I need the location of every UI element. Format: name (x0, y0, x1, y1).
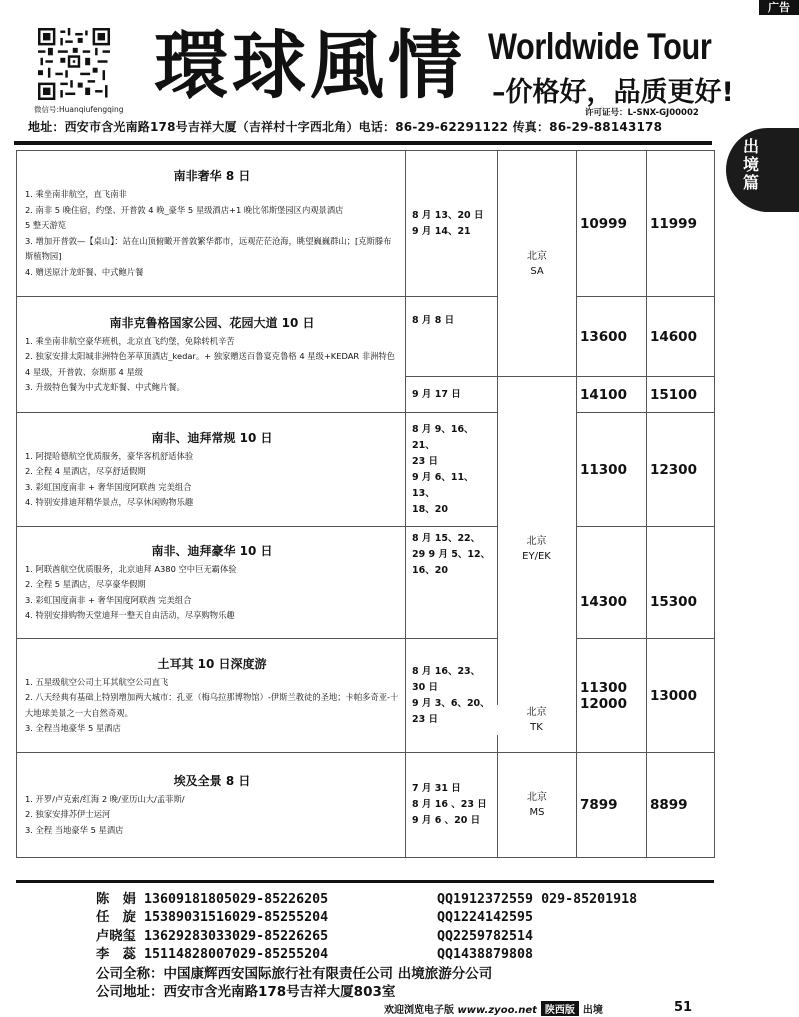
section-tab-label: 出境篇 (742, 137, 759, 192)
tour-line: 3. 彩虹国度南非 + 奢华国度阿联酋 完美组合 (25, 481, 192, 492)
contact-name: 卢晓玺 (96, 928, 136, 944)
date-line: 8 月 8 日 (412, 315, 455, 326)
tour-line: 3. 全程 当地豪华 5 星酒店 (25, 824, 124, 835)
departure-cell (498, 377, 577, 753)
date-line: 9 月 3、6、20、 (412, 697, 490, 709)
date-line: 23 日 (412, 713, 439, 725)
date-line: 29 9 月 5、12、 (412, 549, 491, 560)
brand-title: 環球風情 (154, 23, 466, 109)
header (30, 22, 750, 120)
tour-line: 5 整天游览 (25, 220, 67, 230)
tour-line: 1. 五星级航空公司土耳其航空公司直飞 (25, 676, 169, 687)
contact-qq: QQ1438879808 (437, 947, 534, 963)
section-tab (726, 128, 799, 212)
price-alt: 11999 (647, 151, 715, 297)
price-adult (577, 639, 647, 753)
date-line: 9 月 14、21 (412, 225, 471, 237)
divider (16, 880, 714, 883)
price-adult: 14300 (577, 527, 647, 639)
price-alt: 12300 (647, 413, 715, 527)
departure-city: 北京 (526, 536, 547, 547)
footer-prefix: 欢迎浏览电子版 (384, 1005, 454, 1016)
tour-name: 埃及全景 8 日 (173, 773, 251, 788)
price-alt: 13000 (647, 639, 715, 753)
contact-qq: QQ1912372559 029-85201918 (437, 892, 638, 907)
address-bar: 地址：西安市含光南路178号吉祥大厦（吉祥村十字西北角）电话：86-29-62291122 传真：86-29-88143178 (28, 120, 663, 134)
tour-line: 2. 全程 5 星酒店，尽享豪华假期 (25, 579, 146, 589)
table-row (17, 639, 715, 753)
tour-line: 4. 赠送原汁龙虾餐、中式鲍片餐 (25, 266, 144, 277)
date-line: 8 月 9、16、21、 (412, 423, 474, 451)
departure-city: 北京 (527, 250, 547, 262)
contact-phone: 13629283033029-85226265 (144, 928, 329, 944)
price-alt: 15300 (647, 527, 715, 639)
footer-site-link[interactable]: www.zyoo.net (457, 1005, 537, 1016)
date-line: 9 月 6、11、13、 (412, 471, 474, 499)
company-name: 公司全称：中国康辉西安国际旅行社有限责任公司 出境旅游分公司 (96, 965, 493, 982)
wechat-caption: 微信号:Huanqiufengqing (34, 105, 124, 114)
contact-row (96, 928, 637, 946)
tour-name: 南非、迪拜常规 10 日 (151, 430, 273, 445)
date-line: 8 月 16、23、 (412, 665, 481, 677)
tour-line: 2. 八天经典有基础上特别增加两大城市：孔亚（梅乌拉那博物馆）-伊斯兰教徒的圣地；卡帕多奇亚-十大地球美景之一大自然奇观。 (25, 692, 399, 718)
tour-line: 4. 特别安排迪拜精华景点，尽享休闲购物乐趣 (25, 497, 194, 507)
company-address: 公司地址：西安市含光南路178号吉祥大厦803室 (96, 983, 396, 1000)
departure-city: 北京 (527, 792, 547, 803)
airline-code: MS (529, 807, 545, 818)
contact-list (96, 891, 637, 1001)
ad-tag: 广告 (759, 0, 799, 15)
tour-line: 1. 阿提哈德航空优质服务，豪华客机舒适体验 (25, 450, 194, 461)
tour-line: 1. 阿联酋航空优质服务，北京迪拜 A380 空中巨无霸体验 (25, 563, 237, 574)
page-number: 51 (674, 1000, 693, 1015)
tour-name: 土耳其 10 日深度游 (157, 656, 267, 671)
tour-table (16, 150, 715, 858)
tour-dates (406, 527, 498, 639)
license-number: 许可证号：L-SNX-GJ00002 (585, 108, 699, 118)
date-line: 23 日 (412, 455, 439, 467)
airline-code: TK (530, 722, 543, 733)
divider (14, 141, 712, 145)
departure-overlay (497, 705, 576, 735)
tour-description (17, 753, 406, 858)
contact-phone: 13609181805029-85226205 (144, 892, 329, 907)
tour-description (17, 413, 406, 527)
tour-description (17, 151, 406, 297)
tour-description (17, 297, 406, 413)
tour-line: 4. 特别安排购物天堂迪拜一整天自由活动，尽享购物乐趣 (25, 610, 235, 620)
airline-code: EY/EK (522, 551, 551, 562)
table-row (17, 297, 715, 377)
date-line: 30 日 (412, 681, 439, 693)
footer (384, 1001, 603, 1017)
edition-badge: 陕西版 (541, 1001, 579, 1016)
tour-line: 2. 南非 5 晚住宿，约堡、开普敦 4 晚_豪华 5 星级酒店+1 晚比邻斯堡园区内观景酒店 (25, 204, 344, 215)
price-adult: 13600 (577, 297, 647, 377)
date-line: 8 月 15、22、 (412, 533, 481, 544)
contact-phone: 15114828007029-85255204 (144, 947, 329, 963)
tour-line: 1. 乘坐南非航空，直飞南非 (25, 189, 127, 199)
tour-line: 2. 独家安排太阳城非洲特色茅草顶酒店_kedar。+ 独家赠送百鲁宴克鲁格 4 星级+KEDAR 非洲特色 4 星级，开普敦、奈斯那 4 星级 (25, 351, 395, 377)
table-row (17, 527, 715, 639)
date-line: 9 月 6 、20 日 (412, 815, 481, 826)
tour-name: 南非奢华 8 日 (173, 169, 251, 183)
price-adult: 11300 (577, 413, 647, 527)
departure-cell (498, 753, 577, 858)
slogan: –价格好，品质更好! (492, 77, 734, 108)
date-line: 18、20 (412, 503, 448, 515)
tour-line: 3. 全程当地豪华 5 星酒店 (25, 723, 121, 733)
contact-name: 李 蕊 (96, 947, 136, 963)
price-value: 12000 (580, 695, 627, 712)
tour-line: 1. 乘坐南非航空豪华班机，北京直飞约堡，免除转机辛苦 (25, 335, 235, 346)
date-line: 8 月 13、20 日 (412, 209, 484, 221)
price-alt: 8899 (647, 753, 715, 858)
contact-qq: QQ2259782514 (437, 928, 534, 944)
departure-city: 北京 (526, 707, 547, 718)
tour-dates (406, 413, 498, 527)
contact-name: 陈 娟 (96, 892, 136, 907)
tour-line: 1. 开罗/卢克索/红海 2 晚/亚历山大/孟菲斯/ (25, 793, 185, 804)
date-line: 9 月 17 日 (412, 388, 461, 400)
price-adult: 14100 (577, 377, 647, 413)
brand-title-en: Worldwide Tour (488, 26, 712, 67)
table-row (17, 753, 715, 858)
qr-code-icon (38, 28, 110, 100)
price-alt: 15100 (647, 377, 715, 413)
contact-row (96, 946, 637, 964)
contact-name: 任 旋 (96, 910, 136, 926)
tour-name: 南非、迪拜豪华 10 日 (151, 543, 273, 558)
footer-section: 出境 (582, 1005, 603, 1016)
contact-row (96, 891, 637, 909)
tour-dates (406, 151, 498, 297)
tour-line: 2. 全程 4 星酒店，尽享舒适假期 (25, 466, 146, 476)
tour-description (17, 639, 406, 753)
price-alt: 14600 (647, 297, 715, 377)
tour-line: 3. 增加开普敦—【桌山】：站在山顶俯瞰开普敦繁华都市，远观茫茫沧海，眺望巍巍群山；[克斯滕布斯植物园] (25, 235, 392, 261)
tour-line: 3. 彩虹国度南非 + 奢华国度阿联酋 完美组合 (25, 594, 192, 605)
contact-phone: 15389031516029-85255204 (144, 910, 329, 926)
tour-dates (406, 639, 498, 753)
price-adult: 10999 (577, 151, 647, 297)
contact-qq: QQ1224142595 (437, 910, 534, 926)
contact-row (96, 909, 637, 927)
tour-dates (406, 753, 498, 858)
tour-line: 3. 升级特色餐为中式龙虾餐、中式鲍片餐。 (25, 382, 185, 392)
airline-code: SA (530, 265, 544, 277)
date-line: 8 月 16 、23 日 (412, 799, 487, 810)
departure-cell (498, 151, 577, 377)
tour-dates (406, 297, 498, 377)
table-row (17, 151, 715, 297)
price-value: 11300 (580, 679, 627, 696)
departure-overlay (497, 534, 576, 564)
date-line: 7 月 31 日 (412, 783, 461, 794)
tour-dates (406, 377, 498, 413)
tour-line: 2. 独家安排苏伊士运河 (25, 809, 111, 820)
price-adult: 7899 (577, 753, 647, 858)
date-line: 16、20 (412, 565, 448, 576)
tour-description (17, 527, 406, 639)
tour-name: 南非克鲁格国家公园、花园大道 10 日 (109, 315, 315, 330)
table-row (17, 413, 715, 527)
